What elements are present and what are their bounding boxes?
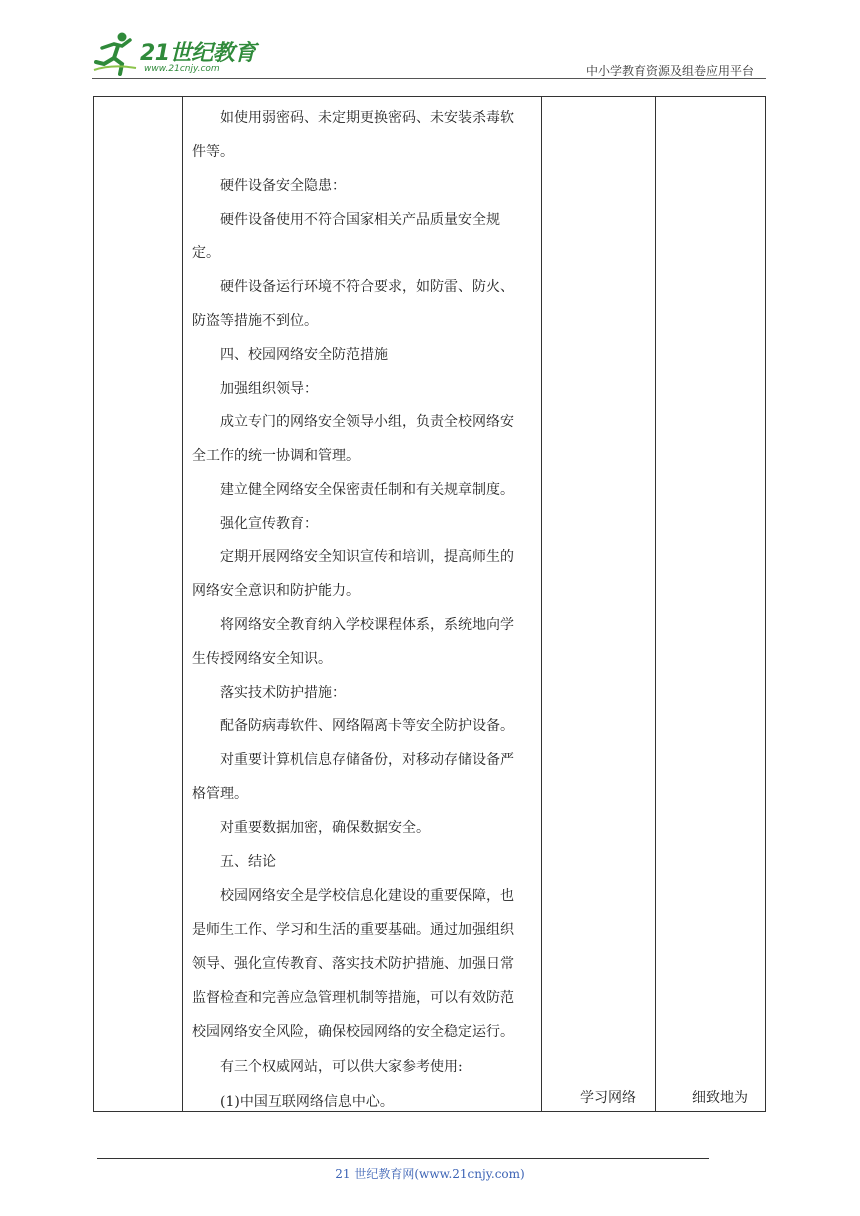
content-line: 强化宣传教育： (192, 516, 318, 532)
content-line: 四、校园网络安全防范措施 (192, 347, 388, 363)
content-line: 校园网络安全风险，确保校园网络的安全稳定运行。 (192, 1024, 514, 1040)
content-line: 监督检查和完善应急管理机制等措施，可以有效防范 (192, 990, 514, 1006)
content-line: 有三个权威网站，可以供大家参考使用: (192, 1059, 463, 1075)
content-line: 防盗等措施不到位。 (192, 313, 318, 329)
table-cell-col3: 学习网络 (580, 1090, 636, 1106)
content-line: 如使用弱密码、未定期更换密码、未安装杀毒软 (192, 110, 514, 126)
content-line: 是师生工作、学习和生活的重要基础。通过加强组织 (192, 922, 514, 938)
content-line: 网络安全意识和防护能力。 (192, 583, 360, 599)
table-column-divider (541, 96, 542, 1112)
content-line: 件等。 (192, 144, 234, 160)
content-line: 加强组织领导： (192, 381, 318, 397)
content-line: 硬件设备使用不符合国家相关产品质量安全规 (192, 212, 500, 228)
platform-title: 中小学教育资源及组卷应用平台 (585, 64, 754, 78)
table-column-divider (182, 96, 183, 1112)
content-line: 落实技术防护措施： (192, 685, 346, 701)
footer-link[interactable]: 21 世纪教育网(www.21cnjy.com) (335, 1167, 525, 1181)
table-cell-col4: 细致地为 (692, 1090, 748, 1106)
logo-url: www.21cnjy.com (144, 64, 220, 74)
table-column-divider (655, 96, 656, 1112)
page-header (0, 0, 860, 90)
content-line: 定。 (192, 245, 220, 261)
content-line: 定期开展网络安全知识宣传和培训，提高师生的 (192, 549, 514, 565)
logo-text: 21世纪教育 (140, 41, 256, 66)
content-line: 五、结论 (192, 854, 276, 870)
site-logo[interactable] (92, 30, 262, 80)
content-line: 将网络安全教育纳入学校课程体系，系统地向学 (192, 617, 514, 633)
content-line: 硬件设备运行环境不符合要求，如防雷、防火、 (192, 279, 514, 295)
runner-icon (92, 30, 140, 76)
content-line: 领导、强化宣传教育、落实技术防护措施、加强日常 (192, 956, 514, 972)
footer-divider (97, 1158, 709, 1159)
content-line: 硬件设备安全隐患： (192, 178, 346, 194)
content-line: 校园网络安全是学校信息化建设的重要保障，也 (192, 888, 514, 904)
content-line: 全工作的统一协调和管理。 (192, 448, 360, 464)
content-line: 成立专门的网络安全领导小组，负责全校网络安 (192, 414, 514, 430)
content-line: (1)中国互联网络信息中心。 (192, 1094, 394, 1110)
content-line: 对重要数据加密，确保数据安全。 (192, 820, 430, 836)
content-line: 格管理。 (192, 786, 248, 802)
content-line: 配备防病毒软件、网络隔离卡等安全防护设备。 (192, 718, 514, 734)
header-divider (92, 78, 766, 79)
content-line: 生传授网络安全知识。 (192, 651, 332, 667)
content-line: 对重要计算机信息存储备份，对移动存储设备严 (192, 752, 514, 768)
content-line: 建立健全网络安全保密责任制和有关规章制度。 (192, 482, 514, 498)
